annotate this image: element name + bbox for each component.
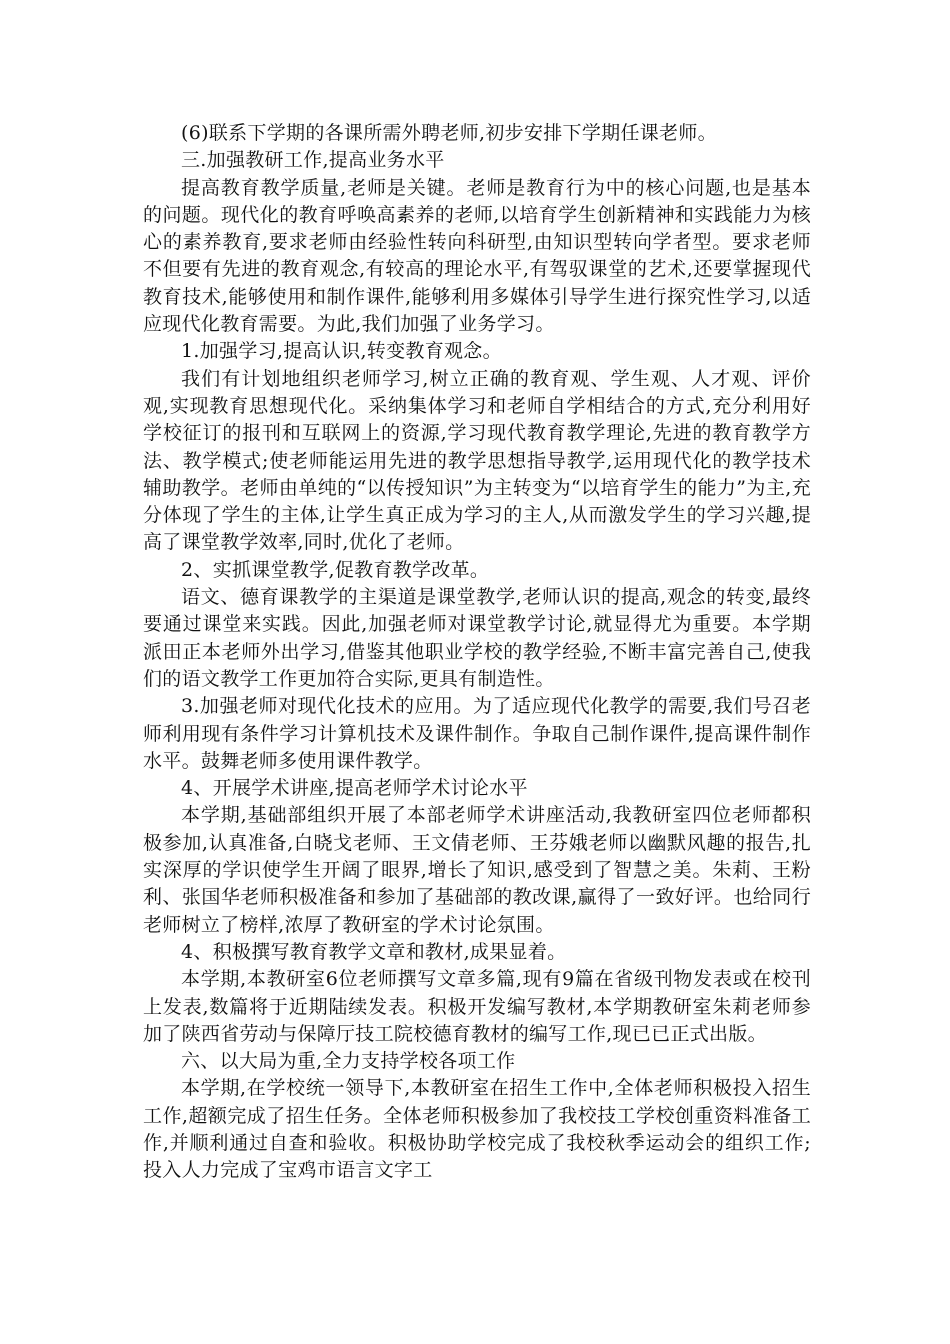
subheading-strengthen-learning: 1.加强学习,提高认识,转变教育观念。 (181, 340, 502, 363)
paragraph-academic-lectures: 本学期,基础部组织开展了本部老师学术讲座活动,我教研室四位老师都积极参加,认真准备,白晓戈老师、王文倩老师、王芬娥老师以幽默风趣的报告,扎实深厚的学识使学生开阔了眼界,增长了知识,感受到了智慧之美。朱莉、王粉利、张国华老师积极准备和参加了基础部的教改课,赢得了一致好评。也给同行老师树立了榜样,浓厚了教研室的学术讨论氛围。 (143, 804, 811, 936)
paragraph-support-school: 本学期,在学校统一领导下,本教研室在招生工作中,全体老师积极投入招生工作,超额完成了招生任务。全体老师积极参加了我校技工学校创重资料准备工作,并顺利通过自查和验收。积极协助学校完成了我校秋季运动会的组织工作;投入人力完成了宝鸡市语言文字工 (143, 1077, 811, 1182)
subheading-writing-articles: 4、积极撰写教育教学文章和教材,成果显着。 (181, 940, 567, 963)
paragraph-modern-technology: 3.加强老师对现代化技术的应用。为了适应现代化教学的需要,我们号召老师利用现有条件学习计算机技术及课件制作。争取自己制作课件,提高课件制作水平。鼓舞老师多使用课件教学。 (143, 695, 811, 772)
paragraph-external-teachers: (6)联系下学期的各课所需外聘老师,初步安排下学期任课老师。 (181, 122, 717, 144)
document-body (143, 120, 811, 1185)
subheading-academic-lectures: 4、开展学术讲座,提高老师学术讨论水平 (181, 777, 528, 800)
section-heading-support-school: 六、以大局为重,全力支持学校各项工作 (181, 1050, 516, 1073)
subheading-classroom-teaching: 2、实抓课堂教学,促教育教学改革。 (181, 558, 490, 581)
paragraph-classroom-teaching: 语文、德育课教学的主渠道是课堂教学,老师认识的提高,观念的转变,最终要通过课堂来实践。因此,加强老师对课堂教学讨论,就显得尤为重要。本学期派田正本老师外出学习,借鉴其他职业学校的教学经验,不断丰富完善自己,使我们的语文教学工作更加符合实际,更具有制造性。 (143, 586, 811, 690)
paragraph-organized-learning: 我们有计划地组织老师学习,树立正确的教育观、学生观、人才观、评价观,实现教育思想现代化。采纳集体学习和老师自学相结合的方式,充分利用好学校征订的报刊和互联网上的资源,学习现代教育教学理论,先进的教育教学方法、教学模式;使老师能运用先进的教学思想指导教学,运用现代化的教学技术辅助教学。老师由单纯的“以传授知识”为主转变为“以培育学生的能力”为主,充分体现了学生的主体,让学生真正成为学习的主人,从而激发学生的学习兴趣,提高了课堂教学效率,同时,优化了老师。 (143, 367, 811, 554)
paragraph-teaching-quality: 提高教育教学质量,老师是关键。老师是教育行为中的核心问题,也是基本的问题。现代化的教育呼唤高素养的老师,以培育学生创新精神和实践能力为核心的素养教育,要求老师由经验性转向科研型,由知识型转向学者型。要求老师不但要有先进的教育观念,有较高的理论水平,有驾驭课堂的艺术,还要掌握现代教育技术,能够使用和制作课件,能够利用多媒体引导学生进行探究性学习,以适应现代化教育需要。为此,我们加强了业务学习。 (143, 176, 811, 336)
section-heading-teaching-research: 三.加强教研工作,提高业务水平 (181, 149, 445, 172)
paragraph-writing-articles: 本学期,本教研室6位老师撰写文章多篇,现有9篇在省级刊物发表或在校刊上发表,数篇将于近期陆续发表。积极开发编写教材,本学期教研室朱莉老师参加了陕西省劳动与保障厅技工院校德育教材的编写工作,现已已正式出版。 (143, 968, 811, 1045)
